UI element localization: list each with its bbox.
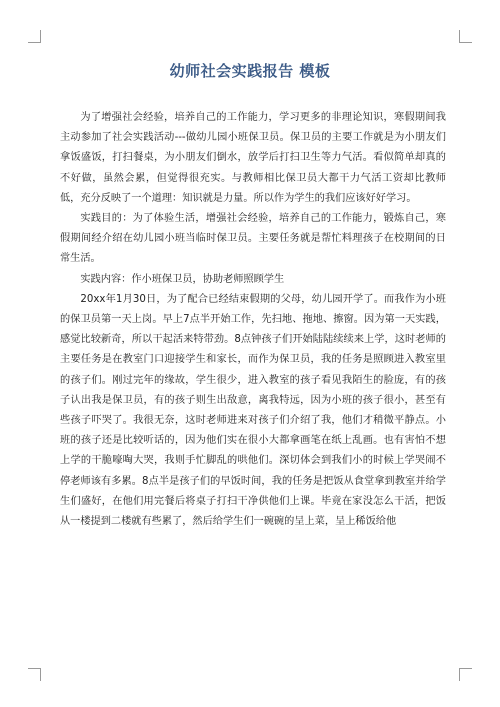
paragraph-content-heading: 实践内容：作小班保卫员，协助老师照顾学生 <box>80 273 285 285</box>
crop-mark-bottom-left <box>28 668 41 681</box>
crop-mark-bottom-right <box>459 668 472 681</box>
crop-mark-top-right <box>459 30 472 43</box>
paragraph-purpose: 实践目的：为了体验生活，增强社会经验，培养自己的工作能力，锻炼自己，寒假期间经介绍在幼儿园小班当临时保卫员。主要任务就是帮忙料理孩子在校期间的日常生活。 <box>60 213 446 265</box>
paragraph-narrative: 20xx年1月30日，为了配合已经结束假期的父母，幼儿园开学了。而我作为小班的保卫员第一天上岗。早上7点半开始工作，先扫地、拖地、擦窗。因为第一天实践，感觉比较新奇，所以干起活来特带劲。8点钟孩子们开始陆陆续续来上学，这时老师的主要任务是在教室门口迎接学生和家长，而作为保卫员，我的任务是照顾进入教室里的孩子们。刚过完年的缘故，学生很少，进入教室的孩子看见我陌生的脸庞，有的孩子认出我是保卫员，有的孩子则生出敌意，离我特远，因为小班的孩子很小，甚至有些孩子吓哭了。我很无奈，这时老师进来对孩子们介绍了我，他们才稍微平静点。小班的孩子还是比较听话的，因为他们实在很小大都拿画笔在纸上乱画。也有害怕不想上学的干脆嚎啕大哭，我则手忙脚乱的哄他们。深切体会到我们小的时候上学哭闹不停老师该有多累。8点半是孩子们的早饭时间，我的任务是把饭从食堂拿到教室并给学生们盛好，在他们用完餐后将桌子打扫干净供他们上课。毕竟在家没怎么干活，把饭从一楼提到二楼就有些累了，然后给学生们一碗碗的呈上菜，呈上稀饭给他 <box>60 293 446 528</box>
crop-mark-top-left <box>28 30 41 43</box>
paragraph-intro: 为了增强社会经验，培养自己的工作能力，学习更多的非理论知识，寒假期间我主动参加了社会实践活动---做幼儿园小班保卫员。保卫员的主要工作就是为小朋友们拿饭盛饭，打扫餐桌，为小朋友们倒水，放学后打扫卫生等力气活。看似简单却真的不好做，虽然会累，但觉得很充实。与教师相比保卫员大都干力气活工资却比教师低，充分反映了一个道理：知识就是力量。所以作为学生的我们应该好好学习。 <box>60 112 446 204</box>
document-title: 幼师社会实践报告 模板 <box>169 62 331 80</box>
document-body <box>60 108 446 532</box>
